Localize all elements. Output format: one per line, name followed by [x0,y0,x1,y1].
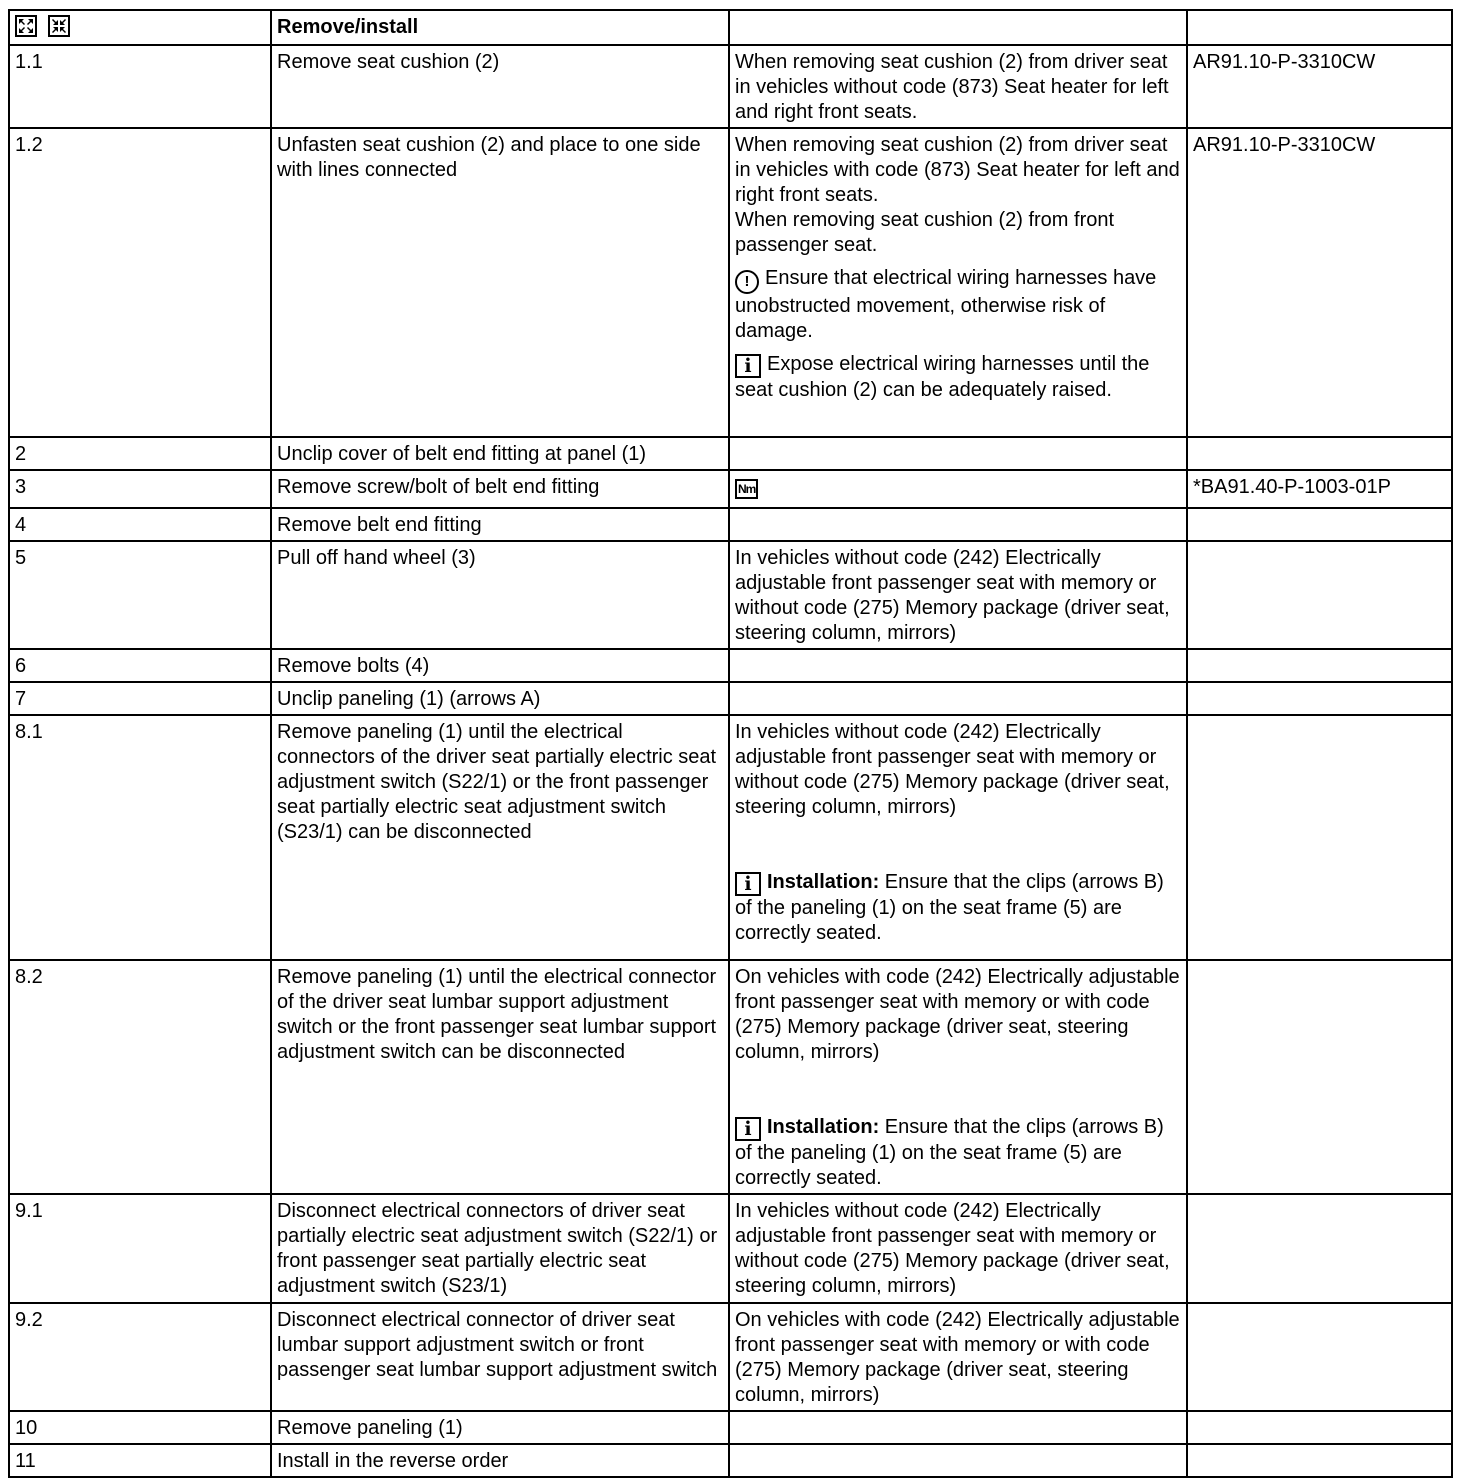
note-text: In vehicles without code (242) Electrically adjustable front passenger seat with memory or without code (275) Memory package (driver seat, steering column, mirrors) [735,721,1170,818]
note-text: Ensure that electrical wiring harnesses have unobstructed movement, otherwise risk of damage. [735,267,1157,342]
note-text: On vehicles with code (242) Electrically adjustable front passenger seat with memory or with code (275) Memory package (driver seat, steering column, mirrors) [735,966,1180,1063]
reference-link [1187,1444,1452,1477]
note-text: When removing seat cushion (2) from front passenger seat. [735,209,1115,256]
step-action: Unfasten seat cushion (2) and place to one side with lines connected [271,128,729,437]
step-number: 1.2 [9,128,271,437]
note-text: On vehicles with code (242) Electrically adjustable front passenger seat with memory or with code (275) Memory package (driver seat, steering column, mirrors) [735,1309,1180,1406]
note [735,208,1181,258]
reference-link [1187,541,1452,649]
step-action: Remove paneling (1) until the electrical connectors of the driver seat partially electric seat adjustment switch (S22/1) or the front passenger seat partially electric seat adjustment switch (S23/1) can be disconnected [271,715,729,960]
step-action: Pull off hand wheel (3) [271,541,729,649]
note [735,133,1181,208]
step-notes [729,45,1187,128]
step-action: Remove paneling (1) [271,1411,729,1444]
reference-link [1187,1194,1452,1303]
header-col3 [729,10,1187,45]
table-row [9,1444,1452,1477]
step-number: 6 [9,649,271,682]
step-number: 3 [9,470,271,508]
step-number: 11 [9,1444,271,1477]
note-text: When removing seat cushion (2) from driver seat in vehicles without code (873) Seat heater for left and right front seats. [735,51,1169,123]
reference-link [1187,715,1452,960]
warning-icon: ! [735,270,759,294]
torque-icon[interactable]: Nm [735,479,758,499]
reference-link [1187,1411,1452,1444]
reference-link [1187,960,1452,1194]
note [735,50,1181,125]
table-row [9,1303,1452,1411]
step-notes [729,715,1187,960]
step-notes [729,1411,1187,1444]
note [735,720,1181,820]
step-action: Remove seat cushion (2) [271,45,729,128]
reference-link[interactable]: AR91.10-P-3310CW [1187,128,1452,437]
table-row [9,715,1452,960]
step-number: 1.1 [9,45,271,128]
note-text: Ensure that the clips (arrows B) of the paneling (1) on the seat frame (5) are correctly seated. [735,871,1164,944]
info-icon: i [735,872,761,896]
step-action: Unclip cover of belt end fitting at panel (1) [271,437,729,470]
step-action: Unclip paneling (1) (arrows A) [271,682,729,715]
reference-link [1187,649,1452,682]
table-row [9,1411,1452,1444]
note-text: In vehicles without code (242) Electrically adjustable front passenger seat with memory or without code (275) Memory package (driver seat, steering column, mirrors) [735,547,1170,644]
table-row [9,682,1452,715]
note-label: Installation: [767,1116,880,1138]
table-row [9,960,1452,1194]
note [735,1115,1181,1191]
step-notes [729,541,1187,649]
reference-link [1187,682,1452,715]
header-title: Remove/install [271,10,729,45]
step-number: 4 [9,508,271,541]
reference-link[interactable]: AR91.10-P-3310CW [1187,45,1452,128]
note-label: Installation: [767,871,880,893]
note [735,1199,1181,1299]
note [735,546,1181,646]
step-number: 8.2 [9,960,271,1194]
step-number: 7 [9,682,271,715]
table-row [9,649,1452,682]
reference-link [1187,508,1452,541]
step-action: Remove screw/bolt of belt end fitting [271,470,729,508]
table-row [9,508,1452,541]
table-row [9,437,1452,470]
step-notes [729,437,1187,470]
step-notes [729,649,1187,682]
step-notes [729,470,1187,508]
step-notes [729,1194,1187,1303]
table-row [9,128,1452,437]
step-notes [729,1303,1187,1411]
step-notes [729,960,1187,1194]
table-row [9,541,1452,649]
header-icons [9,10,271,45]
procedure-table [8,9,1453,1478]
note-text: When removing seat cushion (2) from driver seat in vehicles with code (873) Seat heater for left and right front seats. [735,134,1180,206]
note [735,352,1181,403]
step-number: 9.2 [9,1303,271,1411]
reference-link [1187,437,1452,470]
step-number: 10 [9,1411,271,1444]
table-header [9,10,1452,45]
header-col4 [1187,10,1452,45]
step-action: Remove bolts (4) [271,649,729,682]
note-text: Ensure that the clips (arrows B) of the paneling (1) on the seat frame (5) are correctly seated. [735,1116,1164,1189]
step-action: Install in the reverse order [271,1444,729,1477]
info-icon: i [735,354,761,378]
collapse-all-icon[interactable] [48,15,70,37]
step-number: 5 [9,541,271,649]
note [735,266,1181,344]
reference-link [1187,1303,1452,1411]
step-notes [729,128,1187,437]
table-row [9,45,1452,128]
note-text: Expose electrical wiring harnesses until the seat cushion (2) can be adequately raised. [735,353,1150,401]
step-number: 8.1 [9,715,271,960]
note [735,870,1181,946]
step-number: 2 [9,437,271,470]
note [735,1308,1181,1408]
step-notes [729,682,1187,715]
step-action: Disconnect electrical connectors of driver seat partially electric seat adjustment switch (S22/1) or front passenger seat partially electric seat adjustment switch (S23/1) [271,1194,729,1303]
note [735,965,1181,1065]
step-action: Disconnect electrical connector of driver seat lumbar support adjustment switch or front passenger seat lumbar support adjustment switch [271,1303,729,1411]
reference-link[interactable]: *BA91.40-P-1003-01P [1187,470,1452,508]
step-notes [729,508,1187,541]
step-action: Remove paneling (1) until the electrical connector of the driver seat lumbar support adjustment switch or the front passenger seat lumbar support adjustment switch can be disconnected [271,960,729,1194]
info-icon: i [735,1117,761,1141]
note [735,475,1181,500]
expand-all-icon[interactable] [15,15,37,37]
step-number: 9.1 [9,1194,271,1303]
note-text: In vehicles without code (242) Electrically adjustable front passenger seat with memory or without code (275) Memory package (driver seat, steering column, mirrors) [735,1200,1170,1297]
step-notes [729,1444,1187,1477]
table-row [9,470,1452,508]
step-action: Remove belt end fitting [271,508,729,541]
table-row [9,1194,1452,1303]
